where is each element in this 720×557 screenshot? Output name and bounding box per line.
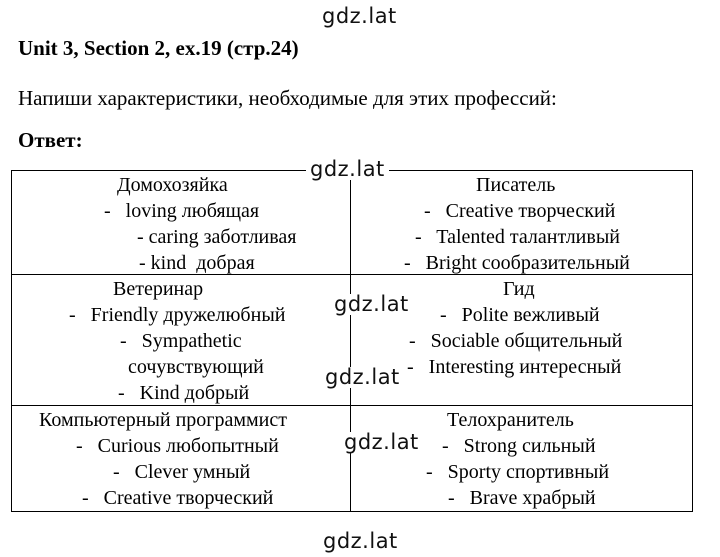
cell-line: - Sporty спортивный — [426, 461, 610, 483]
cell-line: - Brave храбрый — [448, 487, 596, 509]
cell-line: - caring заботливая — [137, 226, 297, 248]
watermark-top: gdz.lat — [322, 4, 397, 28]
cell-line: сочувствующий — [128, 356, 264, 378]
cell-line: - Sociable общительный — [409, 330, 623, 352]
cell-line: - Kind добрый — [118, 382, 250, 404]
cell-title: Ветеринар — [113, 278, 204, 300]
cell-line: - Curious любопытный — [76, 435, 279, 457]
watermark-lower: gdz.lat — [341, 432, 422, 453]
cell-line: - Talented талантливый — [415, 226, 620, 248]
task-text: Напиши характеристики, необходимые для этих профессий: — [18, 86, 557, 110]
cell-title: Компьютерный программист — [39, 409, 287, 431]
cell-line: - Polite вежливый — [440, 304, 600, 326]
cell-line: - Creative творческий — [82, 487, 274, 509]
cell-line: - Creative творческий — [424, 200, 616, 222]
cell-line: - kind добрая — [139, 252, 255, 274]
cell-line: - Strong сильный — [442, 435, 596, 457]
cell-line: - Bright сообразительный — [404, 252, 630, 274]
cell-title: Домохозяйка — [117, 174, 228, 196]
table-column-divider — [350, 171, 351, 511]
cell-title: Гид — [503, 278, 535, 300]
cell-line: - Friendly дружелюбный — [69, 304, 286, 326]
watermark-table-top: gdz.lat — [306, 159, 389, 180]
table-row-divider — [12, 274, 692, 275]
cell-title: Телохранитель — [447, 409, 574, 431]
table-row-divider — [12, 405, 692, 406]
watermark-middle: gdz.lat — [331, 294, 412, 315]
answer-table — [11, 170, 693, 512]
cell-line: - Interesting интересный — [407, 356, 622, 378]
cell-title: Писатель — [476, 174, 556, 196]
cell-line: - Sympathetic — [120, 330, 242, 352]
exercise-heading: Unit 3, Section 2, ex.19 (стр.24) — [18, 36, 299, 60]
answer-label: Ответ: — [18, 128, 83, 152]
cell-line: - loving любящая — [104, 200, 260, 222]
watermark-middle-lower: gdz.lat — [322, 367, 403, 388]
watermark-bottom: gdz.lat — [323, 529, 398, 553]
cell-line: - Clever умный — [113, 461, 251, 483]
